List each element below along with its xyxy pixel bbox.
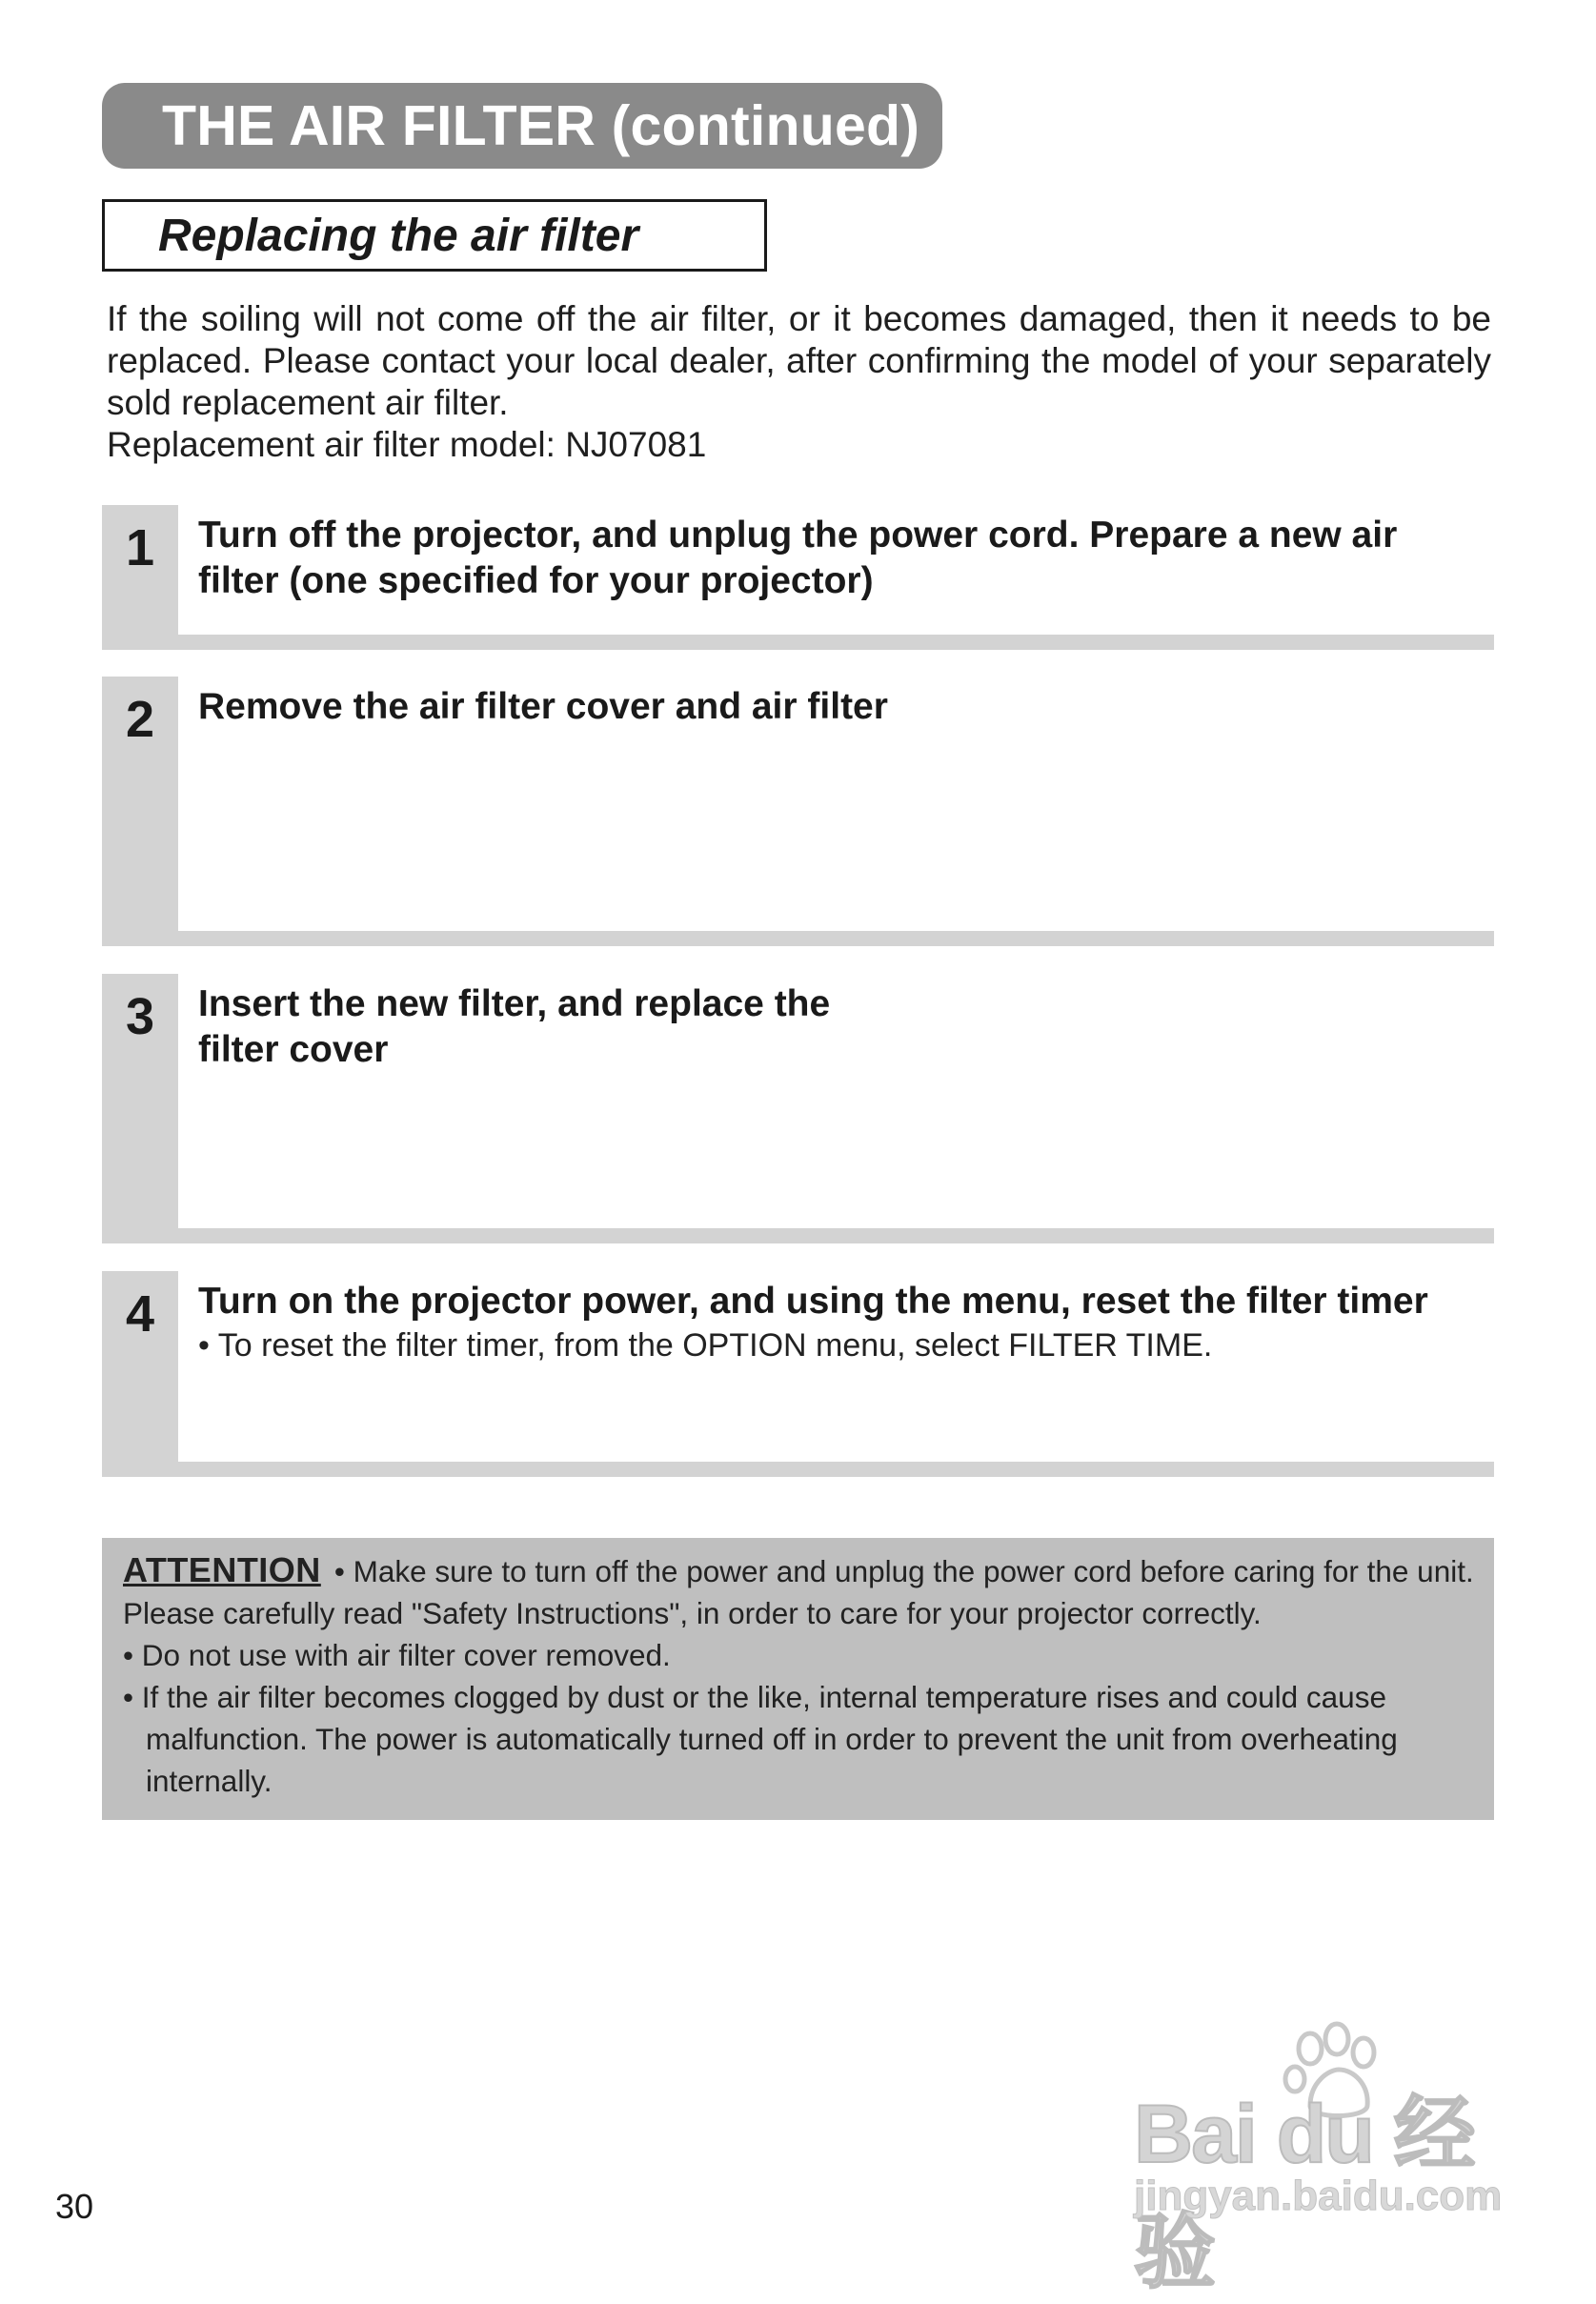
step-divider <box>102 931 1494 946</box>
step-title: Turn off the projector, and unplug the power cord. Prepare a new air filter (one specified for your projector) <box>198 515 1398 601</box>
attention-line-1 <box>123 1549 1475 1634</box>
step-number: 2 <box>125 691 155 748</box>
intro-model-line: Replacement air filter model: NJ07081 <box>107 425 707 464</box>
step-4 <box>102 1271 1494 1477</box>
section-subtitle: Replacing the air filter <box>158 210 639 261</box>
step-3 <box>102 974 1494 1243</box>
intro-text <box>107 298 1491 466</box>
attention-bullet-3: • If the air filter becomes clogged by dust or the like, internal temperature rises and could cause malfunction. The power is automatically turned off in order to prevent the unit from overheating internally. <box>123 1680 1398 1798</box>
attention-box <box>102 1538 1494 1820</box>
watermark-url: jingyan.baidu.com <box>1134 2173 1503 2219</box>
step-number: 4 <box>125 1285 155 1343</box>
page-title: THE AIR FILTER (continued) <box>162 94 920 157</box>
intro-paragraph: If the soiling will not come off the air filter, or it becomes damaged, then it needs to be replaced. Please contact your local dealer, after confirming the model of your separately sold replacement air filter. <box>107 299 1491 422</box>
step-title: Insert the new filter, and replace the filter cover <box>198 983 831 1070</box>
step-divider <box>102 635 1494 650</box>
step-note: • To reset the filter timer, from the OPTION menu, select FILTER TIME. <box>198 1327 1213 1364</box>
step-1 <box>102 505 1494 650</box>
baidu-watermark <box>1134 2020 1534 2298</box>
step-title: Turn on the projector power, and using the menu, reset the filter timer <box>198 1281 1428 1322</box>
attention-text-1: • Make sure to turn off the power and unplug the power cord before caring for the unit. Please carefully read "Safety Instructions", in order to care for your projector correctly. <box>123 1554 1474 1630</box>
step-number: 1 <box>125 519 155 576</box>
step-2 <box>102 677 1494 946</box>
step-number: 3 <box>125 988 155 1045</box>
page-number: 30 <box>55 2187 94 2226</box>
attention-bullet-2: • Do not use with air filter cover removed. <box>123 1638 671 1672</box>
step-divider <box>102 1228 1494 1243</box>
step-title: Remove the air filter cover and air filter <box>198 686 888 727</box>
attention-label: ATTENTION <box>123 1550 321 1589</box>
watermark-logo: Bai du 经验 <box>1134 2089 1474 2298</box>
header-bar <box>102 83 942 169</box>
section-subtitle-box <box>102 199 767 272</box>
step-divider <box>102 1462 1494 1477</box>
